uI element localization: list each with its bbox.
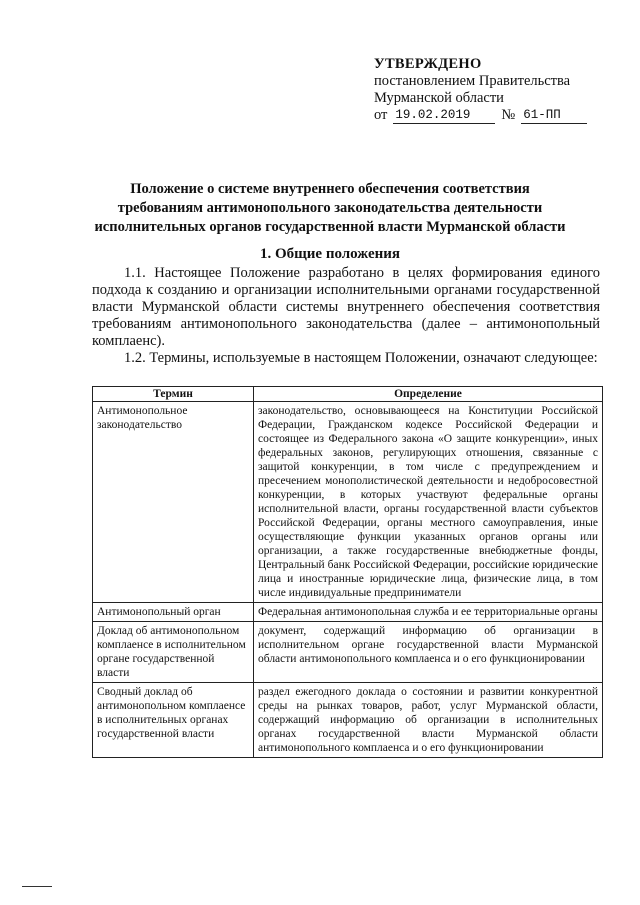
table-row [93,622,603,683]
footnote-divider [22,886,52,887]
document-title [60,180,600,237]
title-line-2: требованиям антимонопольного законодательства деятельности [117,200,543,216]
term-cell: Антимонопольное законодательство [93,402,254,603]
paragraph-1-2: 1.2. Термины, используемые в настоящем Положении, означают следующее: [124,350,598,366]
term-cell: Антимонопольный орган [93,603,254,622]
table-row [93,683,603,758]
title-line-1: Положение о системе внутреннего обеспечения соответствия [130,181,530,197]
approval-line-1: постановлением Правительства [374,73,571,89]
section-body [92,265,600,367]
approval-date: 19.02.2019 [393,108,495,124]
column-header-term: Термин [93,387,254,402]
title-line-3: исполнительных органов государственной власти Мурманской области [94,219,566,235]
column-header-definition: Определение [254,387,603,402]
approval-stamp [374,56,614,124]
definition-cell: раздел ежегодного доклада о состоянии и развитии конкурентной среды на рынках товаров, работ, услуг Мурманской области, содержащий информацию об организации в исполнительных органах государственной власти Мурманской области антимонопольного комплаенса и о его функционировании [254,683,603,758]
table-header-row [93,387,603,402]
paragraph-1-1: 1.1. Настоящее Положение разработано в целях формирования единого подхода к созданию и организации исполнительными органами государственной власти Мурманской области системы внутреннего обеспечения соответствия требованиям антимонопольного законодательства (далее – антимонопольный комплаенс). [92,265,600,349]
approval-date-line [374,107,614,124]
approval-heading: УТВЕРЖДЕНО [374,56,482,72]
approval-line-2: Мурманской области [374,90,504,106]
definition-cell: Федеральная антимонопольная служба и ее территориальные органы [254,603,603,622]
term-cell: Сводный доклад об антимонопольном комплаенсе в исполнительных органах государственной власти [93,683,254,758]
terms-table [92,386,603,758]
table-row [93,402,603,603]
number-prefix: № [501,107,516,123]
definition-cell: законодательство, основывающееся на Конституции Российской Федерации, Гражданском кодексе Российской Федерации и состоящее из Федерального закона «О защите конкуренции», иных федеральных законов, регулирующих отношения, связанные с защитой конкуренции, в том числе с предупреждением и пресечением монополистической деятельности и недобросовестной конкуренции, в которых участвуют федеральные органы исполнительной власти, органы государственной власти субъектов Российской Федерации, органы местного самоуправления, иные осуществляющие функции указанных органов органы или организации, а также государственные внебюджетные фонды, Центральный банк Российской Федерации, российские юридические лица и иностранные юридические лица, физические лица, в том числе индивидуальные предприниматели [254,402,603,603]
section-heading: 1. Общие положения [259,246,401,262]
table-row [93,603,603,622]
definition-cell: документ, содержащий информацию об организации в исполнительном органе государственной власти Мурманской области антимонопольного комплаенса и о его функционировании [254,622,603,683]
approval-number: 61-ПП [521,108,587,124]
date-prefix: от [374,107,388,123]
term-cell: Доклад об антимонопольном комплаенсе в исполнительном органе государственной власти [93,622,254,683]
